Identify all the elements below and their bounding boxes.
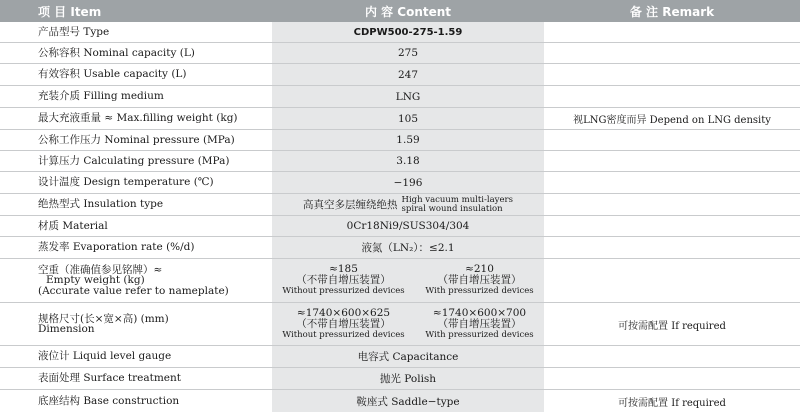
remark-cell: [544, 237, 800, 258]
remark-cell: [544, 130, 800, 150]
weight-with-value: ≈210: [465, 263, 494, 275]
table-row: [0, 151, 800, 172]
item-cell: 计算压力 Calculating pressure (MPa): [38, 154, 230, 167]
dimension-label-en: Dimension: [38, 323, 95, 335]
remark-cell: [544, 346, 800, 367]
content-cell: 1.59: [272, 130, 544, 150]
content-cell: 0Cr18Ni9/SUS304/304: [272, 216, 544, 236]
content-cell: [272, 303, 544, 345]
insulation-en-line2: spiral wound insulation: [401, 203, 503, 214]
empty-weight-note: (Accurate value refer to nameplate): [38, 284, 229, 297]
table-row: [0, 43, 800, 64]
item-cell: 蒸发率 Evaporation rate (%/d): [38, 241, 195, 253]
dimension-without-value: ≈1740×600×625: [296, 306, 391, 319]
item-cell: 底座结构 Base construction: [38, 394, 180, 407]
table-row: [0, 303, 800, 346]
header-remark: 备 注 Remark: [629, 4, 715, 19]
item-cell: 公称容积 Nominal capacity (L): [38, 46, 195, 59]
remark-cell: 可按需配置 If required: [618, 397, 726, 409]
item-cell: 材质 Material: [38, 219, 108, 232]
dimension-without-cn: （不带自增压装置）: [296, 317, 391, 330]
item-cell: 表面处理 Surface treatment: [38, 372, 181, 384]
content-cell: [272, 259, 544, 302]
empty-weight-label-en: Empty weight (kg): [46, 274, 145, 287]
remark-cell: [544, 151, 800, 171]
table-row: [0, 346, 800, 368]
remark-cell: [544, 194, 800, 215]
table-row: [0, 108, 800, 130]
item-cell: 公称工作压力 Nominal pressure (MPa): [38, 133, 235, 146]
weight-without-value: ≈185: [329, 263, 358, 275]
weight-without-cn: （不带自增压装置）: [296, 274, 391, 286]
content-cell: 105: [272, 108, 544, 129]
remark-cell: 可按需配置 If required: [618, 320, 726, 332]
remark-cell: [544, 64, 800, 85]
remark-cell: [544, 216, 800, 236]
content-cell: −196: [272, 172, 544, 193]
remark-cell: [544, 22, 800, 42]
empty-weight-label-cn: 空重（准确值参见铭牌）≈: [38, 263, 163, 276]
content-cell: 247: [272, 64, 544, 85]
content-cell: 电容式 Capacitance: [272, 346, 544, 367]
remark-cell: [544, 259, 800, 302]
content-cell: CDPW500-275-1.59: [272, 22, 544, 42]
item-cell: 液位计 Liquid level gauge: [38, 350, 172, 362]
dimension-with-value: ≈1740×600×700: [432, 306, 527, 319]
table-row: [0, 390, 800, 412]
weight-with-cn: （带自增压装置）: [437, 274, 522, 286]
content-cell: 抛光 Polish: [272, 368, 544, 389]
table-row: [0, 64, 800, 86]
table-row: [0, 368, 800, 390]
dimension-label-cn: 规格尺寸(长×宽×高) (mm): [38, 312, 169, 325]
weight-with-en: With pressurized devices: [425, 286, 534, 296]
table-header: [0, 0, 800, 22]
content-cell: 鞍座式 Saddle−type: [272, 390, 544, 412]
table-row: [0, 216, 800, 237]
header-item: 项 目 Item: [38, 4, 102, 19]
item-cell: 产品型号 Type: [38, 25, 110, 38]
table-row: [0, 22, 800, 43]
item-cell: [0, 259, 272, 302]
insulation-cn: 高真空多层缠绕绝热: [303, 199, 398, 211]
remark-cell: 视LNG密度而异 Depend on LNG density: [573, 115, 771, 126]
table-row: [0, 237, 800, 259]
content-cell: 3.18: [272, 151, 544, 171]
content-cell: [272, 194, 544, 215]
table-row: [0, 259, 800, 303]
insulation-en-line1: High vacuum multi-layers: [401, 194, 513, 205]
item-cell: 设计温度 Design temperature (℃): [38, 176, 214, 188]
table-row: [0, 172, 800, 194]
remark-cell: [544, 86, 800, 107]
dimension-without-en: Without pressurized devices: [282, 329, 405, 340]
remark-cell: [544, 172, 800, 193]
item-cell: [0, 303, 272, 345]
content-cell: 275: [272, 43, 544, 63]
spec-table: [0, 22, 800, 412]
dimension-with-cn: （带自增压装置）: [437, 317, 522, 330]
remark-cell: [544, 43, 800, 63]
item-cell: 绝热型式 Insulation type: [38, 198, 164, 210]
item-cell: 充装介质 Filling medium: [38, 90, 164, 102]
item-cell: 最大充液重量 ≈ Max.filling weight (kg): [38, 112, 238, 124]
weight-without-en: Without pressurized devices: [282, 286, 405, 296]
table-row: [0, 194, 800, 216]
header-content: 内 容 Content: [364, 4, 452, 19]
item-cell: 有效容积 Usable capacity (L): [38, 68, 187, 80]
content-cell: 液氮（LN₂）：≤2.1: [272, 237, 544, 258]
table-row: [0, 130, 800, 151]
dimension-with-en: With pressurized devices: [425, 329, 534, 340]
content-cell: LNG: [272, 86, 544, 107]
remark-cell: [544, 368, 800, 389]
table-row: [0, 86, 800, 108]
